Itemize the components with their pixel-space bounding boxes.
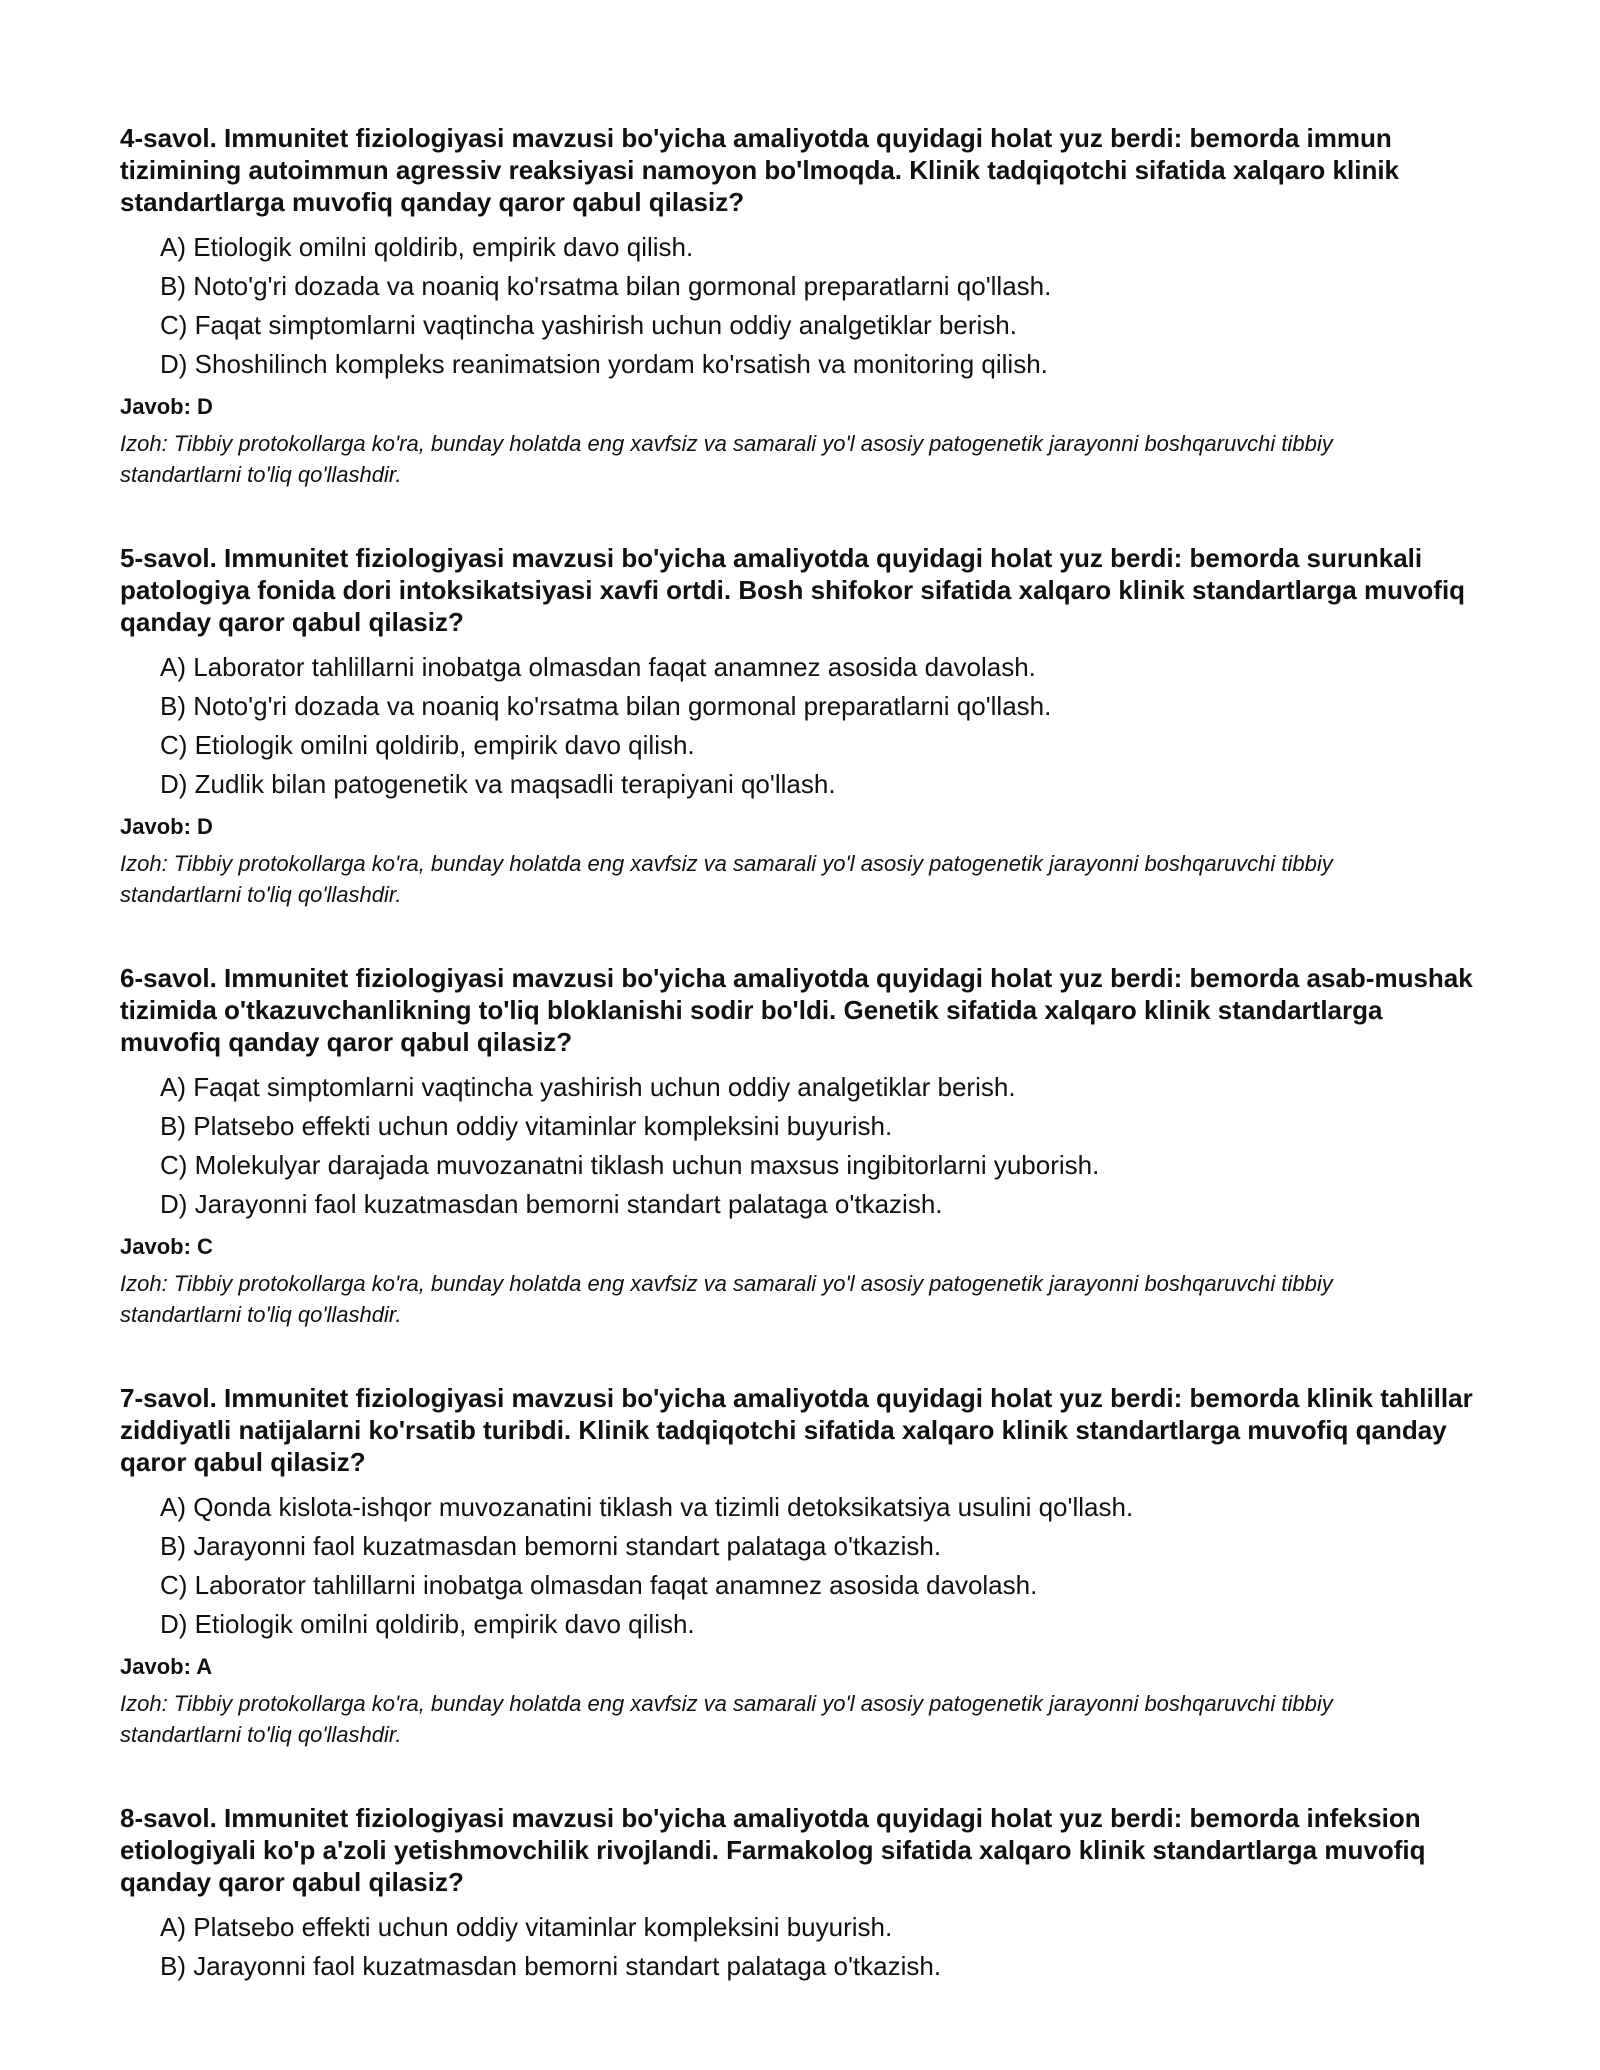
answer-label: Javob: D <box>120 394 213 419</box>
option-b: B) Noto'g'ri dozada va noaniq ko'rsatma bilan gormonal preparatlarni qo'llash. <box>160 691 1052 721</box>
option-c: C) Etiologik omilni qoldirib, empirik davo qilish. <box>160 730 695 760</box>
answer-label: Javob: C <box>120 1234 213 1259</box>
explanation-text: Izoh: Tibbiy protokollarga ko'ra, bunday holatda eng xavfsiz va samarali yo'l asosiy patogenetik jarayonni boshqaruvchi tibbiy standartlarni to'liq qo'llashdir. <box>120 1691 1333 1747</box>
question-title: 6-savol. Immunitet fiziologiyasi mavzusi bo'yicha amaliyotda quyidagi holat yuz berdi: bemorda asab-mushak tizimida o'tkazuvchanlikning to'liq bloklanishi sodir bo'ldi. Genetik sifatida xalqaro klinik standartlarga muvofiq qanday qaror qabul qilasiz? <box>120 963 1473 1057</box>
option-d: D) Zudlik bilan patogenetik va maqsadli terapiyani qo'llash. <box>160 769 836 799</box>
option-b: B) Platsebo effekti uchun oddiy vitaminlar kompleksini buyurish. <box>160 1111 893 1141</box>
option-a: A) Platsebo effekti uchun oddiy vitaminlar kompleksini buyurish. <box>160 1912 893 1942</box>
explanation-text: Izoh: Tibbiy protokollarga ko'ra, bunday holatda eng xavfsiz va samarali yo'l asosiy patogenetik jarayonni boshqaruvchi tibbiy standartlarni to'liq qo'llashdir. <box>120 851 1333 907</box>
option-d: D) Jarayonni faol kuzatmasdan bemorni standart palataga o'tkazish. <box>160 1189 943 1219</box>
options-list <box>120 648 1480 804</box>
document-page <box>120 122 1480 2038</box>
options-list <box>120 1488 1480 1644</box>
explanation-text: Izoh: Tibbiy protokollarga ko'ra, bunday holatda eng xavfsiz va samarali yo'l asosiy patogenetik jarayonni boshqaruvchi tibbiy standartlarni to'liq qo'llashdir. <box>120 1271 1333 1327</box>
option-c: C) Faqat simptomlarni vaqtincha yashirish uchun oddiy analgetiklar berish. <box>160 310 1017 340</box>
options-list <box>120 1908 1480 1986</box>
question-4 <box>120 122 1480 490</box>
question-5 <box>120 542 1480 910</box>
question-title: 8-savol. Immunitet fiziologiyasi mavzusi bo'yicha amaliyotda quyidagi holat yuz berdi: bemorda infeksion etiologiyali ko'p a'zoli yetishmovchilik rivojlandi. Farmakolog sifatida xalqaro klinik standartlarga muvofiq qanday qaror qabul qilasiz? <box>120 1803 1426 1897</box>
options-list <box>120 228 1480 384</box>
option-a: A) Laborator tahlillarni inobatga olmasdan faqat anamnez asosida davolash. <box>160 652 1036 682</box>
question-title: 5-savol. Immunitet fiziologiyasi mavzusi bo'yicha amaliyotda quyidagi holat yuz berdi: bemorda surunkali patologiya fonida dori intoksikatsiyasi xavfi ortdi. Bosh shifokor sifatida xalqaro klinik standartlarga muvofiq qanday qaror qabul qilasiz? <box>120 543 1466 637</box>
option-a: A) Qonda kislota-ishqor muvozanatini tiklash va tizimli detoksikatsiya usulini qo'llash. <box>160 1492 1134 1522</box>
question-8 <box>120 1802 1480 1986</box>
answer-label: Javob: A <box>120 1654 213 1679</box>
option-b: B) Jarayonni faol kuzatmasdan bemorni standart palataga o'tkazish. <box>160 1951 942 1981</box>
question-title: 4-savol. Immunitet fiziologiyasi mavzusi bo'yicha amaliyotda quyidagi holat yuz berdi: bemorda immun tizimining autoimmun agressiv reaksiyasi namoyon bo'lmoqda. Klinik tadqiqotchi sifatida xalqaro klinik standartlarga muvofiq qanday qaror qabul qilasiz? <box>120 123 1400 217</box>
option-c: C) Laborator tahlillarni inobatga olmasdan faqat anamnez asosida davolash. <box>160 1570 1038 1600</box>
options-list <box>120 1068 1480 1224</box>
answer-label: Javob: D <box>120 814 213 839</box>
option-b: B) Jarayonni faol kuzatmasdan bemorni standart palataga o'tkazish. <box>160 1531 942 1561</box>
option-a: A) Etiologik omilni qoldirib, empirik davo qilish. <box>160 232 694 262</box>
explanation-text: Izoh: Tibbiy protokollarga ko'ra, bunday holatda eng xavfsiz va samarali yo'l asosiy patogenetik jarayonni boshqaruvchi tibbiy standartlarni to'liq qo'llashdir. <box>120 431 1333 487</box>
option-a: A) Faqat simptomlarni vaqtincha yashirish uchun oddiy analgetiklar berish. <box>160 1072 1016 1102</box>
question-title: 7-savol. Immunitet fiziologiyasi mavzusi bo'yicha amaliyotda quyidagi holat yuz berdi: bemorda klinik tahlillar ziddiyatli natijalarni ko'rsatib turibdi. Klinik tadqiqotchi sifatida xalqaro klinik standartlarga muvofiq qanday qaror qabul qilasiz? <box>120 1383 1473 1477</box>
question-6 <box>120 962 1480 1330</box>
option-d: D) Etiologik omilni qoldirib, empirik davo qilish. <box>160 1609 695 1639</box>
question-7 <box>120 1382 1480 1750</box>
option-c: C) Molekulyar darajada muvozanatni tiklash uchun maxsus ingibitorlarni yuborish. <box>160 1150 1100 1180</box>
option-d: D) Shoshilinch kompleks reanimatsion yordam ko'rsatish va monitoring qilish. <box>160 349 1048 379</box>
option-b: B) Noto'g'ri dozada va noaniq ko'rsatma bilan gormonal preparatlarni qo'llash. <box>160 271 1052 301</box>
